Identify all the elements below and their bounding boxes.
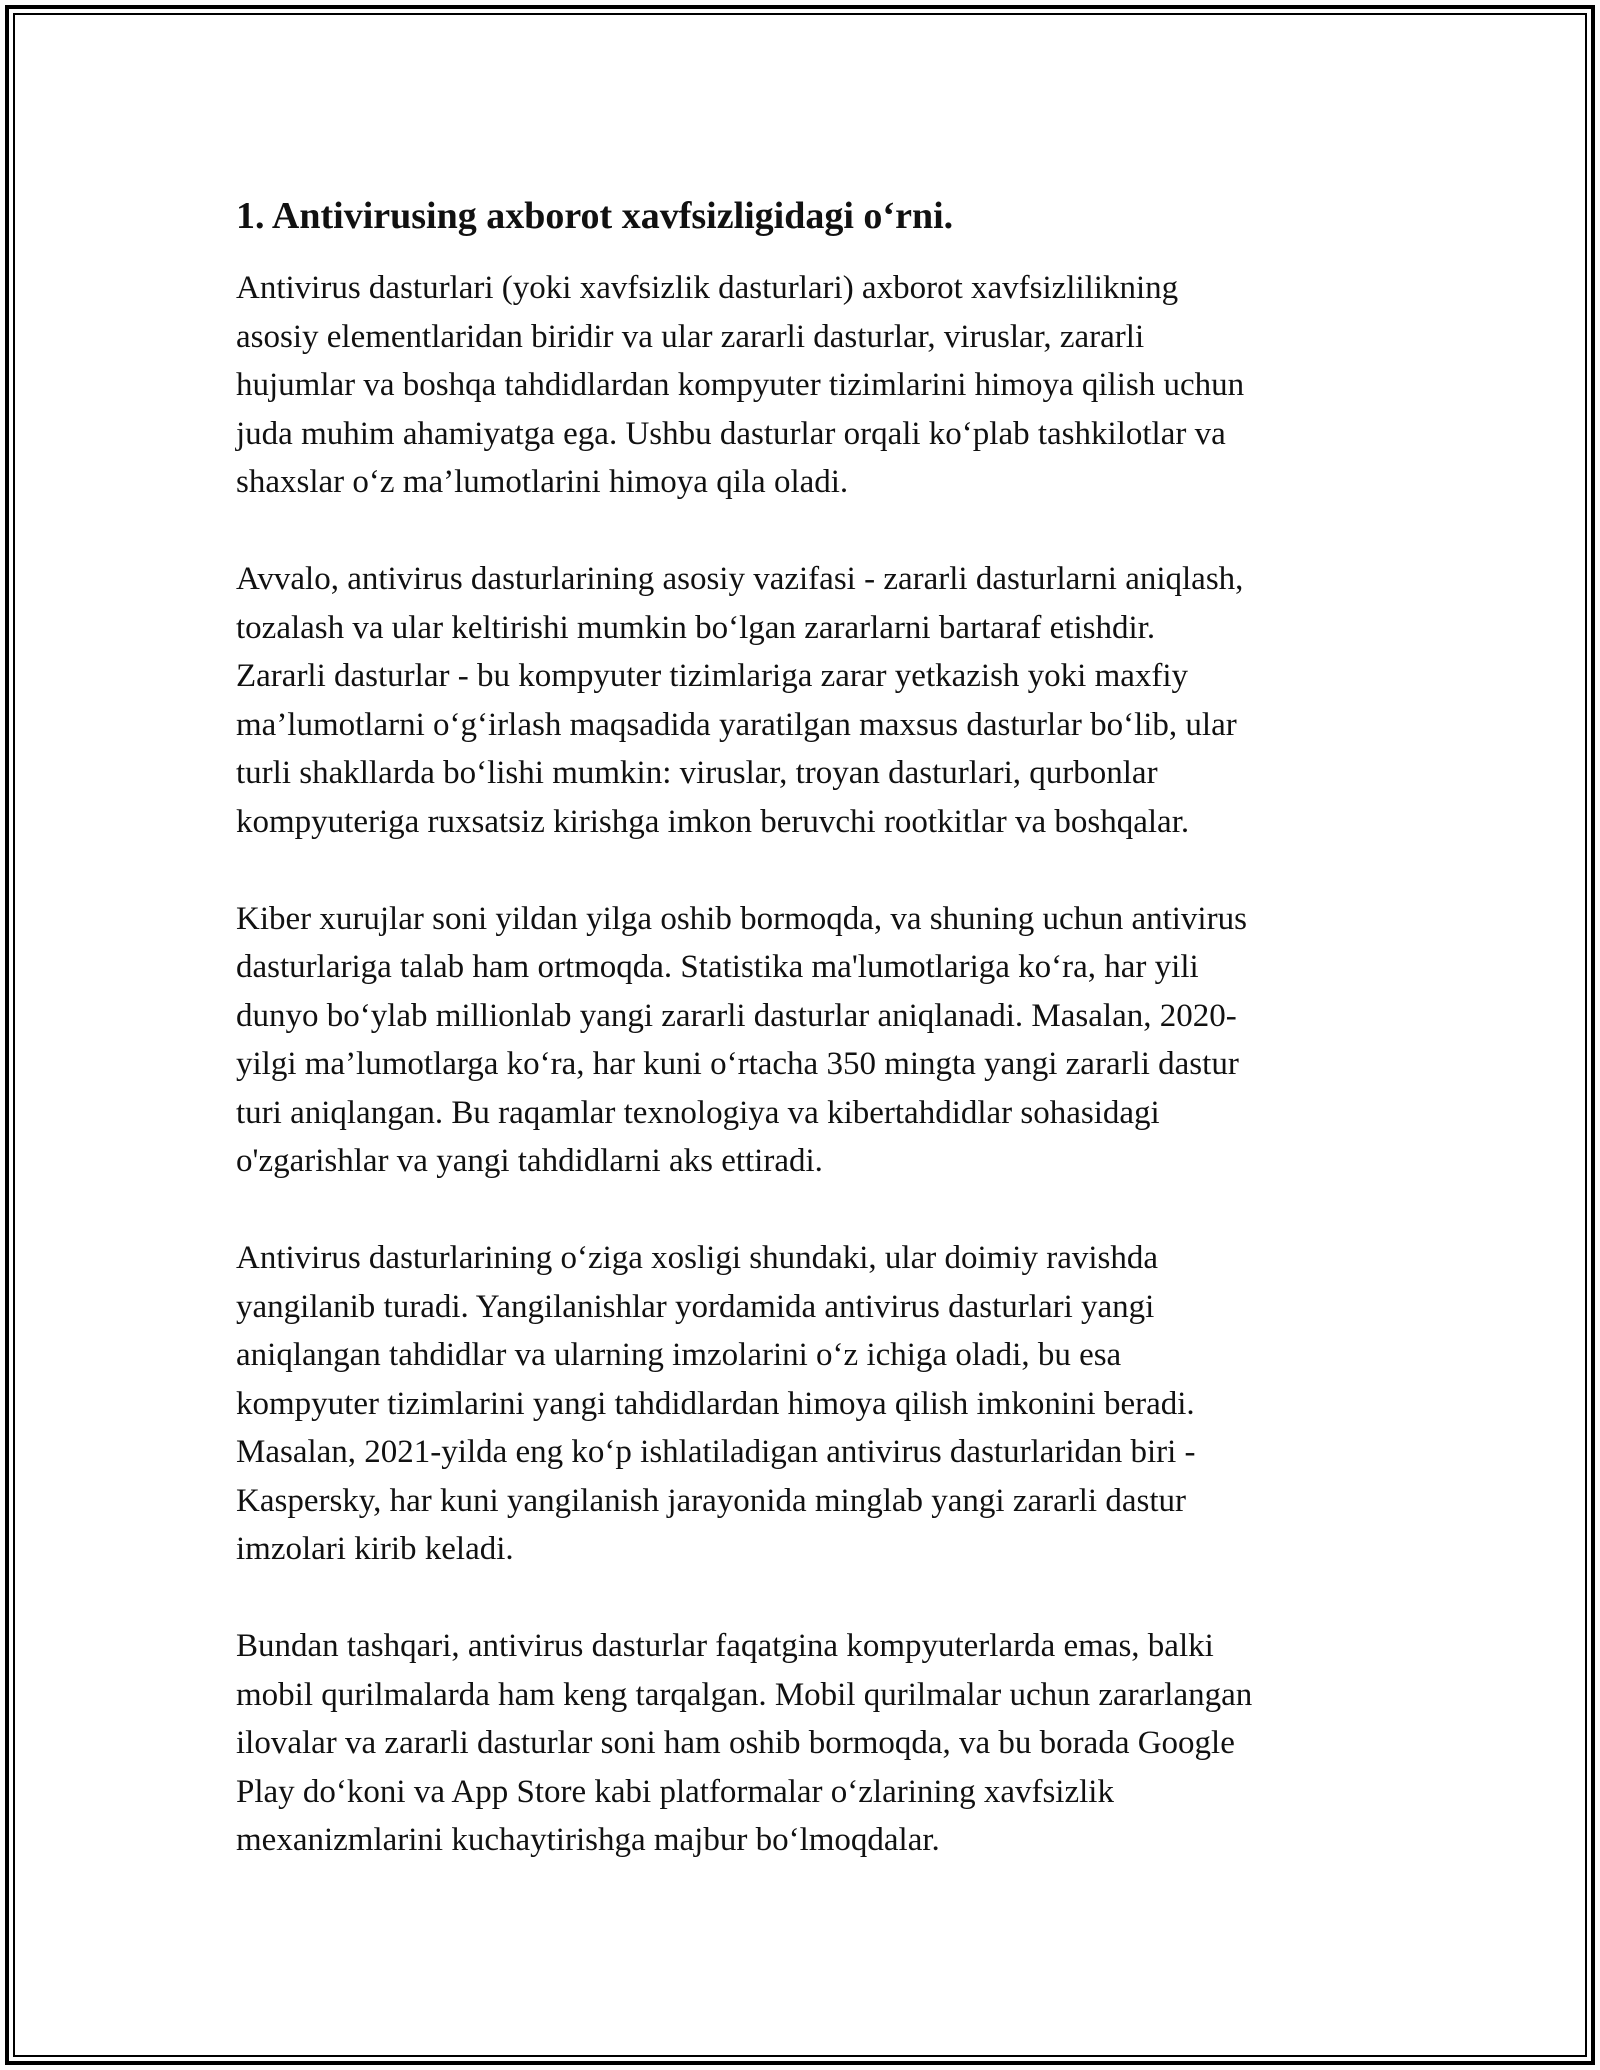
paragraph-updates: Antivirus dasturlarining o‘ziga xosligi shundaki, ular doimiy ravishda yangilanib turadi. Yangilanishlar yordamida antivirus dasturlari yangi aniqlangan tahdidlar va ularning imzolarini o‘z ichiga oladi, bu esa kompyuter tizimlarini yangi tahdidlardan himoya qilish imkonini beradi. Masalan, 2021-yilda eng ko‘p ishlatiladigan antivirus dasturlaridan biri - Kaspersky, har kuni yangilanish jarayonida minglab yangi zararli dastur imzolari kirib keladi. bbox=[236, 1240, 1196, 1567]
section-heading: 1. Antivirusing axborot xavfsizligidagi o‘rni. bbox=[236, 195, 954, 237]
paragraph-mobile: Bundan tashqari, antivirus dasturlar faqatgina kompyuterlarda emas, balki mobil qurilmalarda ham keng tarqalgan. Mobil qurilmalar uchun zararlangan ilovalar va zararli dasturlar soni ham oshib bormoqda, va bu borada Google Play do‘koni va App Store kabi platformalar o‘zlarining xavfsizlik mexanizmlarini kuchaytirishga majbur bo‘lmoqdalar. bbox=[236, 1628, 1253, 1858]
paragraph-statistics: Kiber xurujlar soni yildan yilga oshib bormoqda, va shuning uchun antivirus dasturlariga talab ham ortmoqda. Statistika ma'lumotlariga ko‘ra, har yili dunyo bo‘ylab millionlab yangi zararli dasturlar aniqlanadi. Masalan, 2020- yilgi ma’lumotlarga ko‘ra, har kuni o‘rtacha 350 mingta yangi zararli dastur turi aniqlangan. Bu raqamlar texnologiya va kibertahdidlar sohasidagi o'zgarishlar va yangi tahdidlarni aks ettiradi. bbox=[236, 900, 1247, 1179]
document-body bbox=[236, 188, 1376, 1913]
paragraph-intro: Antivirus dasturlari (yoki xavfsizlik dasturlari) axborot xavfsizlilikning asosiy elementlaridan biridir va ular zararli dasturlar, viruslar, zararli hujumlar va boshqa tahdidlardan kompyuter tizimlarini himoya qilish uchun juda muhim ahamiyatga ega. Ushbu dasturlar orqali ko‘plab tashkilotlar va shaxslar o‘z ma’lumotlarini himoya qila oladi. bbox=[236, 270, 1245, 500]
paragraph-main-function: Avvalo, antivirus dasturlarining asosiy vazifasi - zararli dasturlarni aniqlash, tozalash va ular keltirishi mumkin bo‘lgan zararlarni bartaraf etishdir. Zararli dasturlar - bu kompyuter tizimlariga zarar yetkazish yoki maxfiy ma’lumotlarni o‘g‘irlash maqsadida yaratilgan maxsus dasturlar bo‘lib, ular turli shakllarda bo‘lishi mumkin: viruslar, troyan dasturlari, qurbonlar kompyuteriga ruxsatsiz kirishga imkon beruvchi rootkitlar va boshqalar. bbox=[236, 561, 1244, 840]
